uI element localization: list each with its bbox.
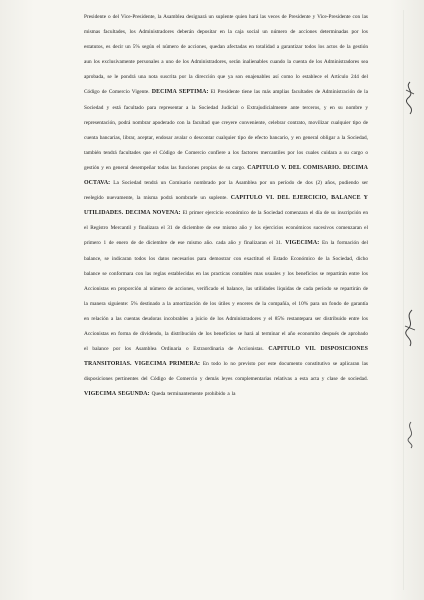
margin-signature-mark: [402, 308, 418, 351]
clause-heading: DECIMA SEPTIMA:: [151, 89, 209, 96]
clause-heading: VIGECIMA SEGUNDA:: [84, 391, 150, 398]
clause-text: En todo lo no previsto por este documento constitutivo se aplicaran las disposiciones pertinentes del Código de Comercio y demás leyes complementarias relativas a esta acta y clase de sociedad.: [84, 361, 368, 383]
clause-text: Queda terminantemente prohibido a la: [149, 391, 236, 398]
body-paragraph: [84, 10, 368, 402]
margin-signature-mark: [402, 80, 418, 119]
document-body: [84, 10, 368, 402]
clause-heading: CAPITULO VII. DISPOSICIONES TRANSITORIAS. VIGECIMA PRIMERA:: [84, 346, 368, 368]
margin-signature-mark: [404, 420, 418, 453]
clause-heading: CAPITULO V. DEL COMISARIO. DECIMA OCTAVA:: [84, 164, 368, 187]
clause-text: Presidente o del Vice-Presidente, la Asamblea designará un suplente quien hará las veces de Presidente y Vice-Presidente con las mismas facultades, los Administradores deberán depositar en la caja social un número de acciones determinadas por los estatutos, es decir un 5% según el número de acciones, quedan afectadas en totalidad a garantizar todos los actos de la gestión aun los exclusivamente personales a uno de los Administradores, serán inalienables cuando la cuenta de los Administradores sea aprobada, se le pondrá una nota suscrita por la dirección que ya son enajenables así como lo establece el Artículo 244 del Código de Comercio Vigente.: [84, 14, 368, 96]
clause-text: El primer ejercicio económico de la Sociedad comenzara el día de su inscripción en el Registro Mercantil y finalizara el 31 de diciembre de ese mismo año y los ejercicios económicos sucesivos comenzaran el primero 1 de enero de de diciembre de ese mismo año. cada año y finalizaran el 31.: [84, 210, 369, 247]
clause-text: La Sociedad tendrá un Comisario nombrado por la Asamblea por un período de dos (2) años, pudiendo ser reelegido nuevamente, la misma podrá nombrarle un suplente.: [84, 180, 368, 202]
clause-heading: CAPITULO VI. DEL EJERCICIO, BALANCE Y UTILIDADES. DECIMA NOVENA:: [84, 195, 368, 217]
clause-heading: VIGECIMA:: [285, 240, 320, 247]
clause-text: El Presidente tiene las más amplias facultades de Administración de la Sociedad y está facultado para representar a la Sociedad Judicial o Extrajudicialmente ante terceros, y en su nombre y representación, podrá nombrar apoderado con la facultad que creyere conveniente, celebrar contrato, movilizar cualquier tipo de cuenta bancarias, librar, aceptar, endosar avalar o descontar cualquier tipo de efecto bancario, y en general obligar a la Sociedad, también tendrá facultades que el Código de Comercio confiere a los factores mercantiles por los cuales cuidara a su cargo o gestión y en general desempeñar todas las funciones propias de su cargo.: [84, 89, 368, 171]
clause-text: En la formación del balance, se indicaran todos los datos necesarios para demostrar con exactitud el Estado Económico de la Sociedad, dicho balance se conformara con las reglas establecidas en las practicas contables mas usuales y los beneficios se repartirán entre los Accionistas en proporción al número de acciones, verificado el balance, las utilidades liquidas de cada período se repartirán de la manera siguiente: 5% destinado a la amortización de los útiles y enceres de la compañía, el 10% para un fondo de garantía en relación a las cuentas deudoras incobrables a juicio de los Administradores y el 85% restantepara ser distribuido entre los Accionistas en forma de dividendo, la distribución de los beneficios se hará al terminar el año economito después de aprobado el balance por los Asamblea Ordinaria o Extraordinaria de Accionistas.: [84, 240, 368, 353]
